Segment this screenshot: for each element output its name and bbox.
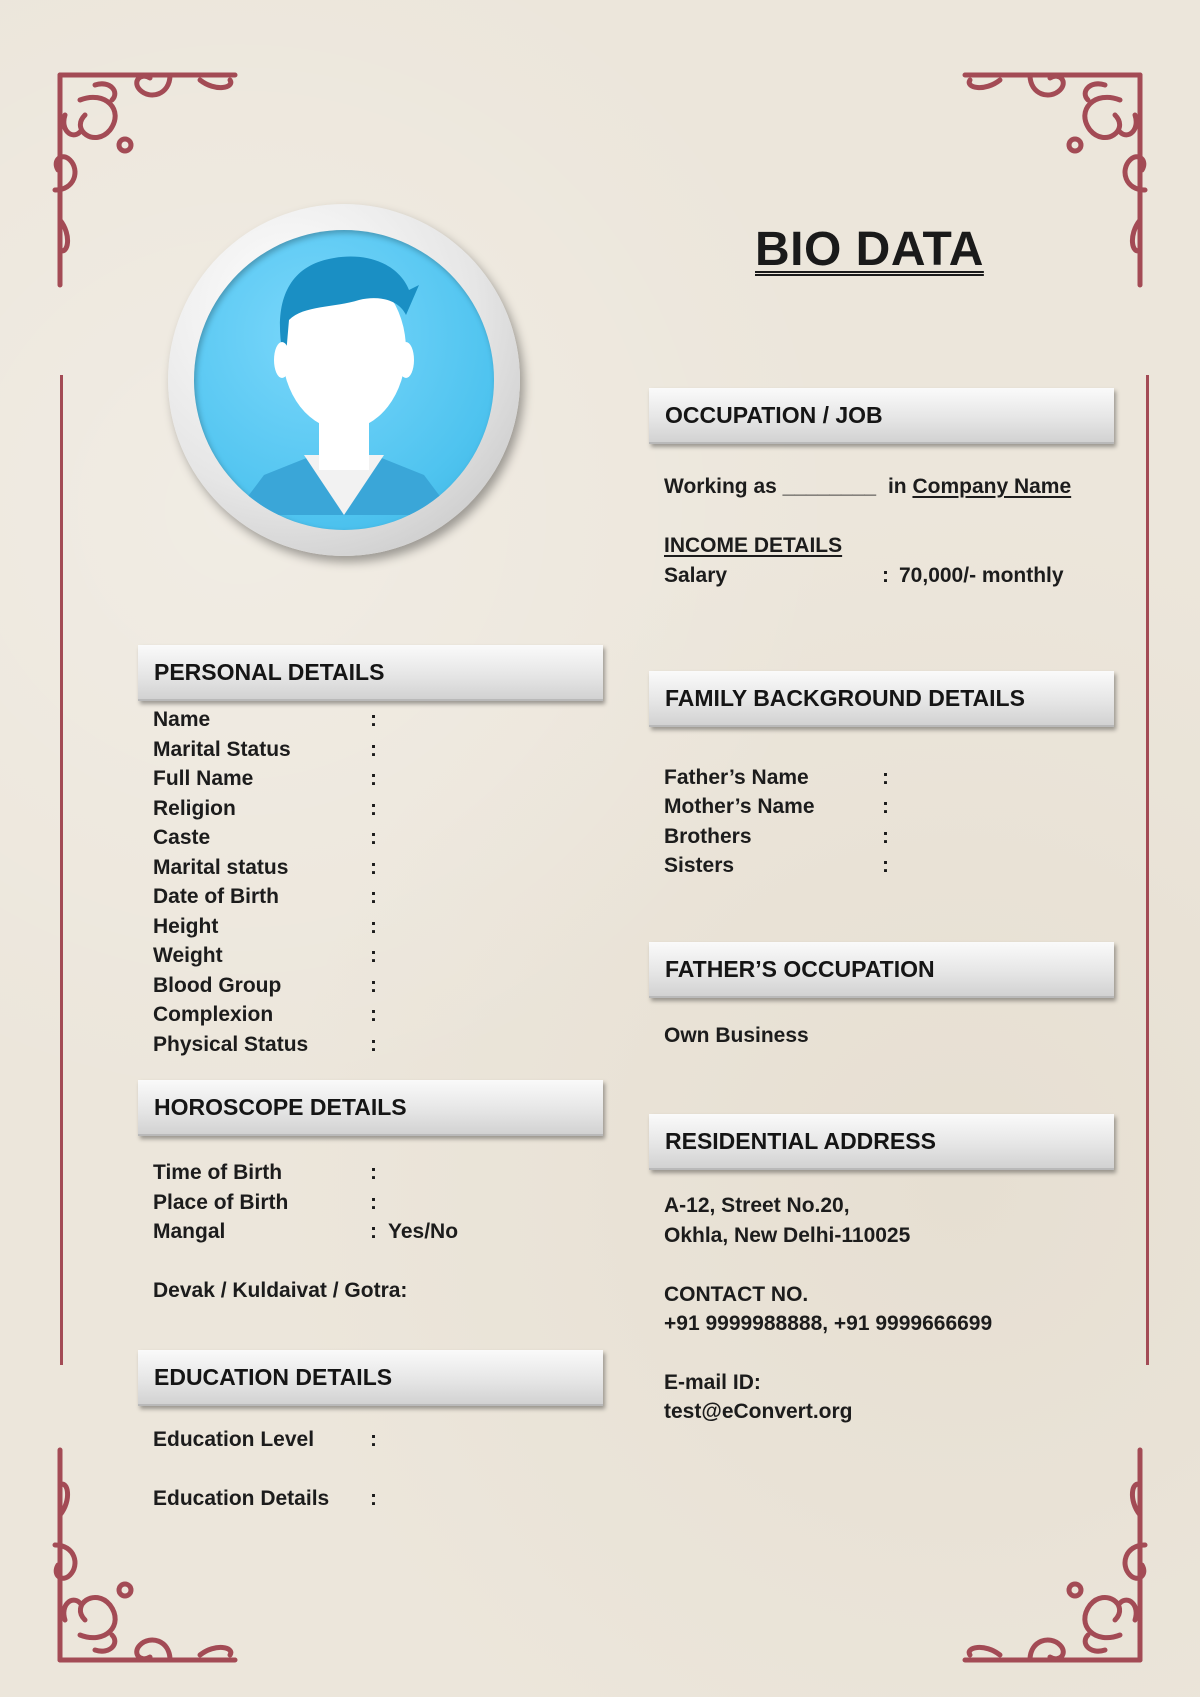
residential-address-heading: RESIDENTIAL ADDRESS — [649, 1114, 1114, 1170]
field-label: Blood Group — [153, 974, 282, 997]
separator: : — [370, 856, 377, 879]
gotra-label: Devak / Kuldaivat / Gotra: — [153, 1279, 408, 1302]
separator: : — [882, 766, 889, 789]
separator: : — [370, 974, 377, 997]
separator: : — [370, 826, 377, 849]
field-label: Weight — [153, 944, 223, 967]
family-background-heading: FAMILY BACKGROUND DETAILS — [649, 671, 1114, 727]
address-line-1: A-12, Street No.20, — [664, 1194, 850, 1217]
contact-label: CONTACT NO. — [664, 1283, 809, 1306]
separator: : — [882, 825, 889, 848]
separator: : — [370, 797, 377, 820]
field-label: Name — [153, 708, 211, 731]
company-name: Company Name — [912, 475, 1072, 498]
field-label: Religion — [153, 797, 236, 820]
email-label: E-mail ID: — [664, 1371, 761, 1394]
working-as-line — [664, 475, 1071, 499]
separator: : — [882, 795, 889, 818]
separator: : — [370, 944, 377, 967]
corner-ornament-bottom-right — [950, 1445, 1150, 1665]
separator: : — [370, 1428, 377, 1451]
left-border-line — [60, 375, 63, 1365]
separator: : — [370, 915, 377, 938]
mangal-value: Yes/No — [388, 1220, 459, 1243]
occupation-heading: OCCUPATION / JOB — [649, 388, 1114, 444]
field-label: Mother’s Name — [664, 795, 815, 818]
field-label: Height — [153, 915, 219, 938]
separator: : — [370, 738, 377, 761]
fathers-occupation-value: Own Business — [664, 1024, 809, 1047]
separator: : — [370, 885, 377, 908]
separator: : — [370, 1033, 377, 1056]
field-label: Time of Birth — [153, 1161, 283, 1184]
field-label: Marital status — [153, 856, 289, 879]
separator: : — [882, 854, 889, 877]
separator: : — [370, 708, 377, 731]
field-label: Sisters — [664, 854, 735, 877]
income-details-heading: INCOME DETAILS — [664, 534, 843, 557]
field-label: Caste — [153, 826, 211, 849]
separator: : — [370, 1220, 377, 1243]
field-label: Brothers — [664, 825, 752, 848]
contact-value: +91 9999988888, +91 9999666699 — [664, 1312, 993, 1335]
field-label: Education Level — [153, 1428, 315, 1451]
in-label: in — [887, 475, 907, 498]
field-label: Place of Birth — [153, 1191, 289, 1214]
horoscope-details-heading: HOROSCOPE DETAILS — [138, 1080, 603, 1136]
separator: : — [370, 1487, 377, 1510]
separator: : — [370, 1161, 377, 1184]
field-label: Marital Status — [153, 738, 291, 761]
field-label: Full Name — [153, 767, 254, 790]
education-details-heading: EDUCATION DETAILS — [138, 1350, 603, 1406]
corner-ornament-bottom-left — [50, 1445, 250, 1665]
profile-photo-frame — [168, 204, 520, 556]
address-line-2: Okhla, New Delhi-110025 — [664, 1224, 911, 1247]
working-as-label: Working as — [664, 475, 777, 498]
field-label: Mangal — [153, 1220, 226, 1243]
separator: : — [370, 1003, 377, 1026]
fathers-occupation-heading: FATHER’S OCCUPATION — [649, 942, 1114, 998]
salary-label: Salary — [664, 564, 728, 587]
field-label: Education Details — [153, 1487, 330, 1510]
personal-details-heading: PERSONAL DETAILS — [138, 645, 603, 701]
email-value: test@eConvert.org — [664, 1400, 853, 1423]
job-blank: ________ — [782, 475, 877, 498]
field-label: Physical Status — [153, 1033, 309, 1056]
separator: : — [370, 1191, 377, 1214]
person-avatar-icon — [194, 230, 494, 530]
salary-value: 70,000/- monthly — [899, 564, 1064, 587]
separator: : — [882, 564, 889, 587]
right-border-line — [1146, 375, 1149, 1365]
page-title: BIO DATA — [755, 223, 984, 276]
field-label: Complexion — [153, 1003, 274, 1026]
field-label: Father’s Name — [664, 766, 809, 789]
field-label: Date of Birth — [153, 885, 279, 908]
separator: : — [370, 767, 377, 790]
